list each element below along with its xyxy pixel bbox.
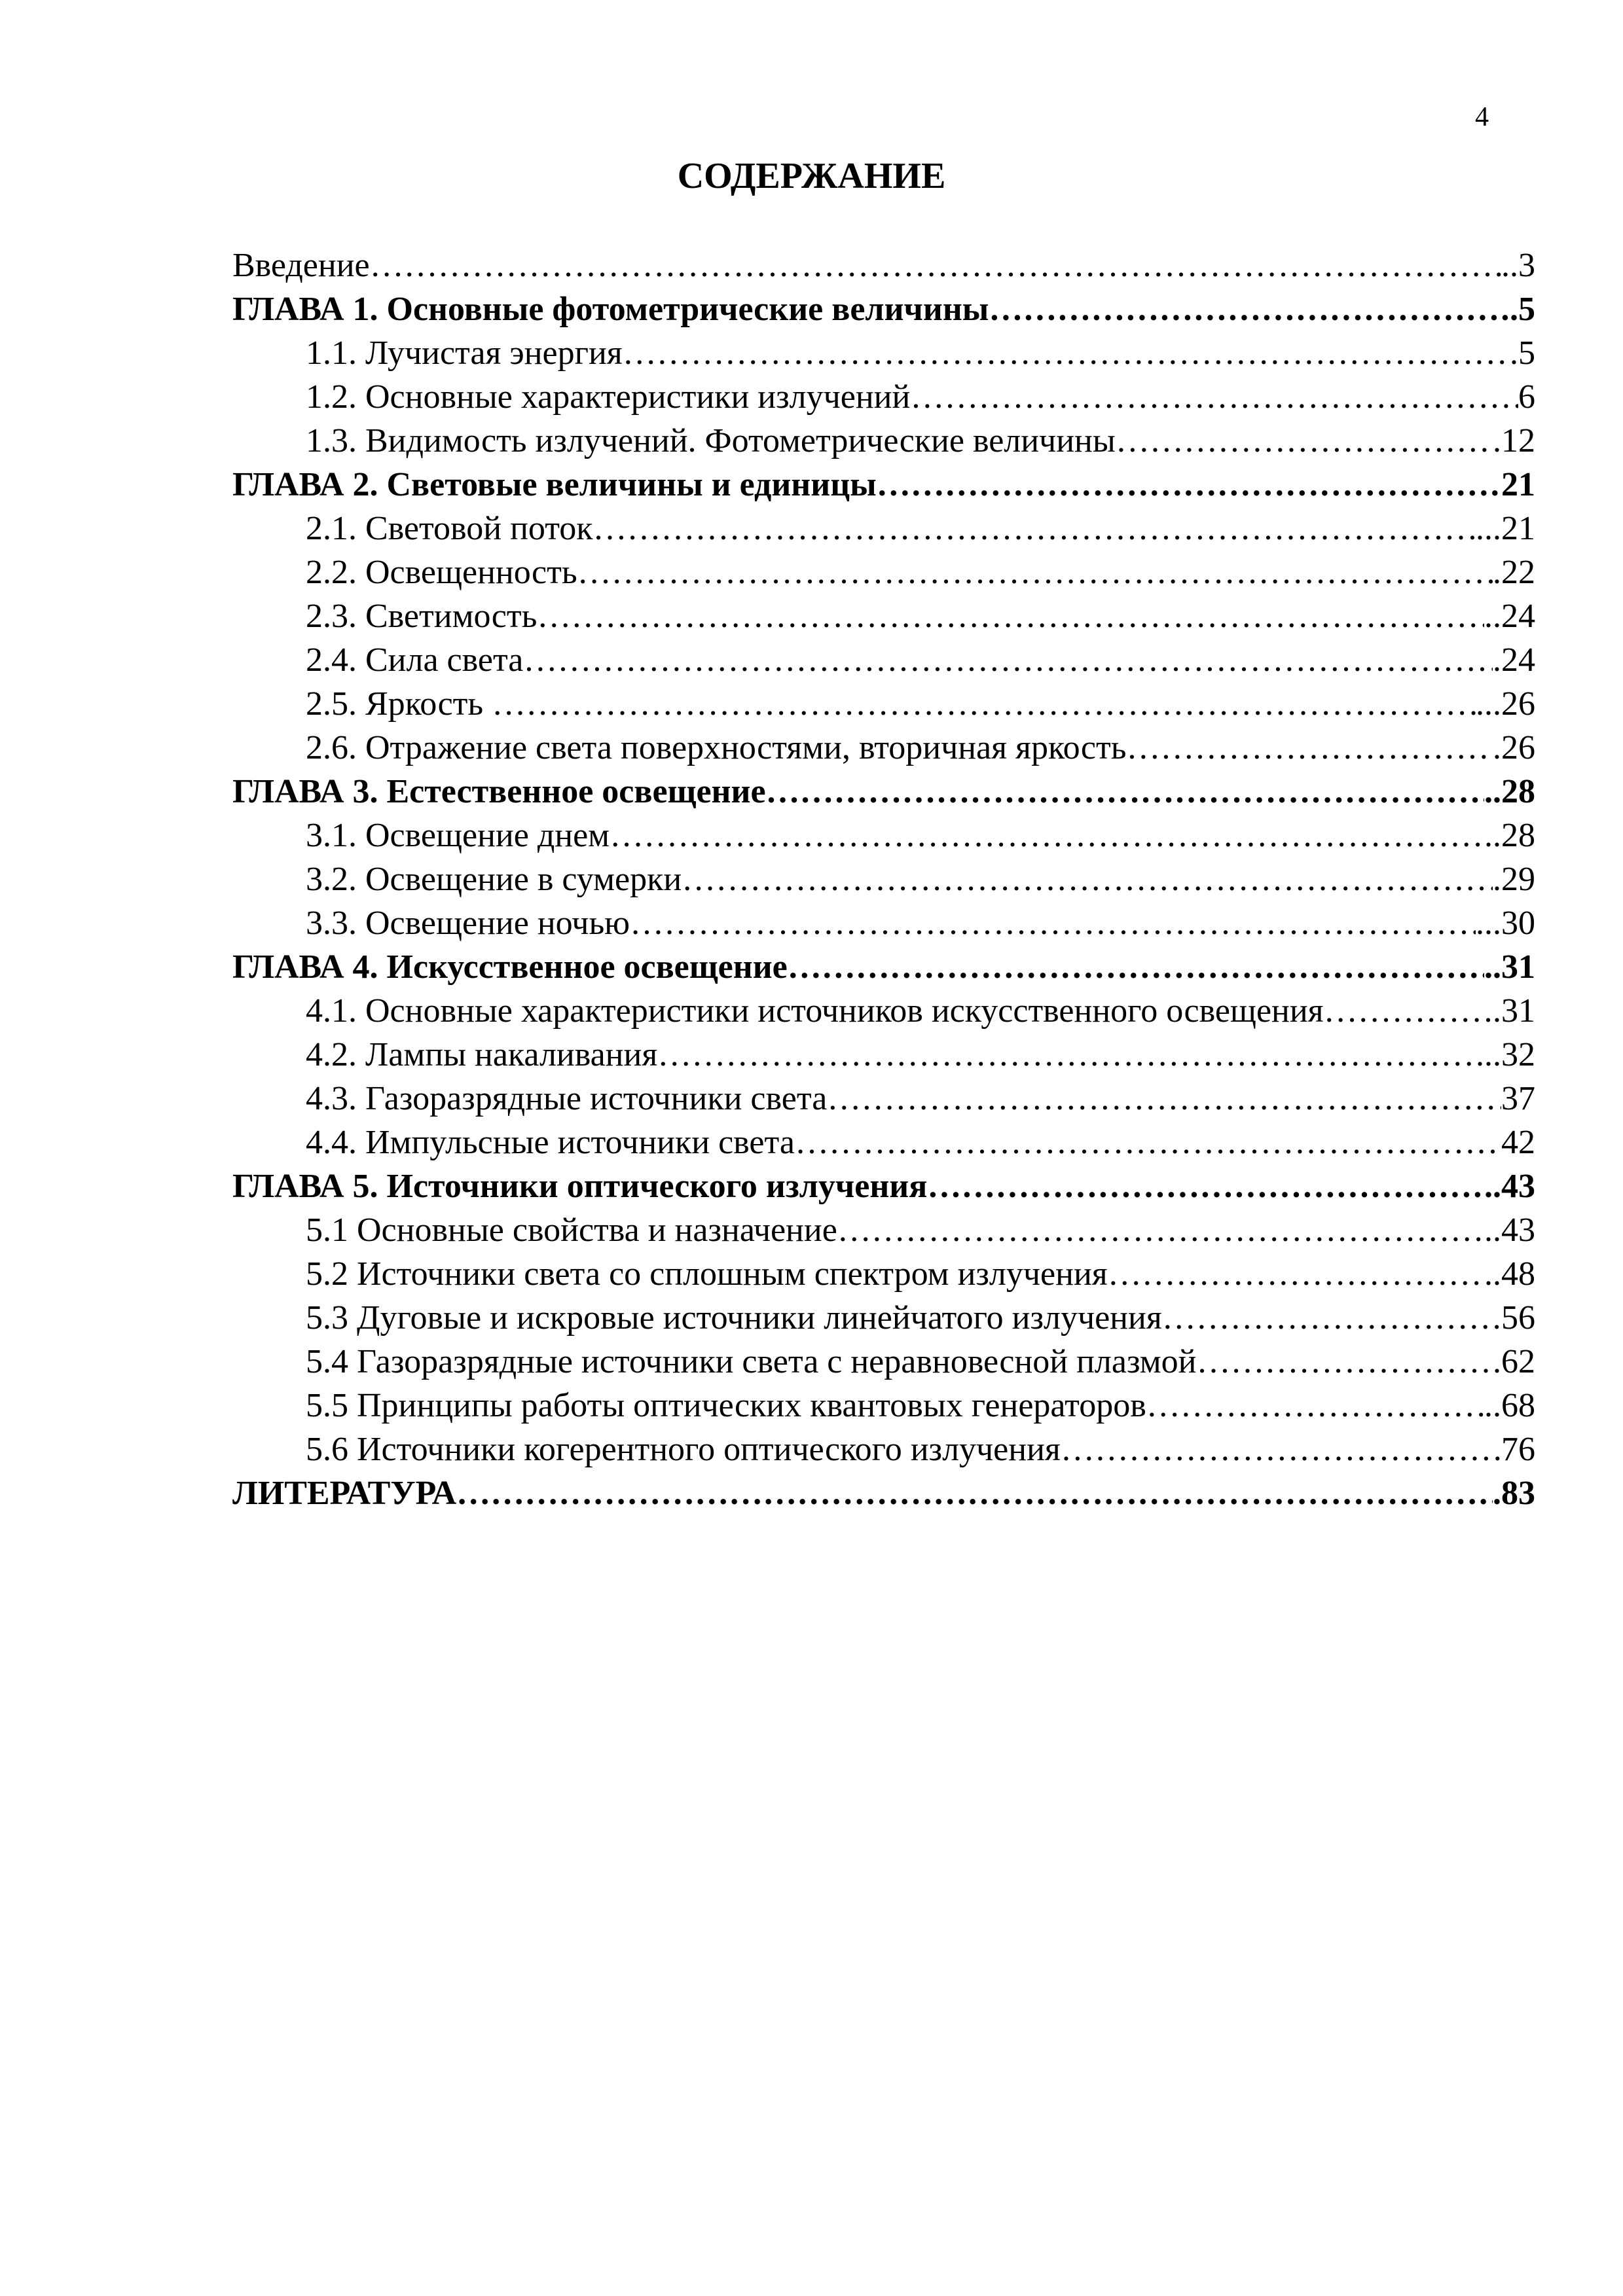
- toc-row[interactable]: [232, 1471, 1535, 1515]
- toc-leader-dots: [827, 1077, 1501, 1121]
- toc-row[interactable]: [232, 1164, 1535, 1208]
- toc-row[interactable]: [232, 594, 1535, 638]
- toc-page-number: .83: [1493, 1475, 1535, 1512]
- toc-label: ГЛАВА 5. Источники оптического излучения: [232, 1168, 928, 1205]
- toc-label: ГЛАВА 3. Естественное освещение: [232, 773, 766, 810]
- toc-leader-dots: [1324, 989, 1493, 1033]
- toc-row[interactable]: [232, 638, 1535, 682]
- toc-page-number: 42: [1501, 1124, 1535, 1161]
- page-title: СОДЕРЖАНИЕ: [677, 156, 946, 196]
- toc-row[interactable]: [232, 814, 1535, 857]
- toc-page-number: .22: [1493, 554, 1535, 591]
- toc-label: 2.4. Сила света: [306, 641, 524, 679]
- toc-label: ГЛАВА 1. Основные фотометрические величины: [232, 291, 989, 328]
- toc-leader-dots: [623, 331, 1510, 375]
- toc-row[interactable]: [232, 682, 1535, 726]
- toc-row[interactable]: [232, 770, 1535, 814]
- toc-row[interactable]: [232, 989, 1535, 1033]
- toc-page-number: ..3: [1501, 247, 1535, 284]
- toc-page-number: ..24: [1484, 598, 1535, 635]
- toc-row[interactable]: [232, 463, 1535, 507]
- toc-label: 3.2. Освещение в сумерки: [306, 861, 682, 898]
- toc-leader-dots: [877, 463, 1501, 507]
- toc-page-number: ...26: [1476, 685, 1535, 723]
- toc-leader-dots: [630, 901, 1476, 945]
- toc-leader-dots: [788, 945, 1484, 989]
- toc-row[interactable]: [232, 857, 1535, 901]
- toc-leader-dots: [492, 682, 1476, 726]
- toc-leader-dots: [927, 1164, 1484, 1208]
- toc-leader-dots: [610, 814, 1484, 857]
- toc-leader-dots: [1116, 419, 1493, 463]
- toc-row[interactable]: [232, 419, 1535, 463]
- toc-page-number: ..43: [1484, 1168, 1535, 1205]
- toc-leader-dots: [577, 550, 1493, 594]
- toc-row[interactable]: [232, 1427, 1535, 1471]
- toc-leader-dots: [370, 243, 1501, 287]
- toc-leader-dots: [537, 594, 1484, 638]
- toc-row[interactable]: [232, 1340, 1535, 1384]
- toc-leader-dots: [1108, 1252, 1484, 1296]
- toc-row[interactable]: [232, 1033, 1535, 1077]
- toc-label: 3.1. Освещение днем: [306, 817, 610, 854]
- toc-label: 5.1 Основные свойства и назначение: [306, 1211, 837, 1249]
- toc-row[interactable]: [232, 1384, 1535, 1427]
- toc-page-number: .62: [1493, 1343, 1535, 1380]
- toc-page-number: .5: [1510, 291, 1535, 328]
- toc-page-number: .29: [1493, 861, 1535, 898]
- toc-leader-dots: [1146, 1384, 1484, 1427]
- toc-page-number: ...21: [1476, 510, 1535, 547]
- toc-leader-dots: [523, 638, 1493, 682]
- toc-leader-dots: [837, 1208, 1484, 1252]
- toc-row[interactable]: [232, 375, 1535, 419]
- toc-label: 2.2. Освещенность: [306, 554, 577, 591]
- toc-row[interactable]: [232, 243, 1535, 287]
- toc-page-number: ...32: [1476, 1036, 1535, 1073]
- toc-label: 3.3. Освещение ночью: [306, 905, 630, 942]
- toc-label: 4.4. Импульсные источники света: [306, 1124, 795, 1161]
- toc-label: ГЛАВА 4. Искусственное освещение: [232, 948, 788, 986]
- toc-page-number: .12: [1493, 422, 1535, 459]
- toc-page-number: .24: [1493, 641, 1535, 679]
- toc-page-number: ..28: [1484, 817, 1535, 854]
- toc-leader-dots: [1196, 1340, 1493, 1384]
- toc-label: 1.2. Основные характеристики излучений: [306, 378, 911, 416]
- toc-page-number: ..48: [1484, 1255, 1535, 1293]
- toc-row[interactable]: [232, 1121, 1535, 1164]
- toc-label: 5.4 Газоразрядные источники света с неравновесной плазмой: [306, 1343, 1197, 1380]
- toc-label: 5.2 Источники света со сплошным спектром излучения: [306, 1255, 1108, 1293]
- toc-page-number: ..28: [1484, 773, 1535, 810]
- toc-label: ЛИТЕРАТУРА: [232, 1475, 457, 1512]
- toc-row[interactable]: [232, 1077, 1535, 1121]
- toc-row[interactable]: [232, 550, 1535, 594]
- toc-label: 5.3 Дуговые и искровые источники линейчатого излучения: [306, 1299, 1162, 1336]
- toc-label: 4.2. Лампы накаливания: [306, 1036, 658, 1073]
- toc-label: 1.1. Лучистая энергия: [306, 334, 623, 372]
- toc-label: 5.5 Принципы работы оптических квантовых генераторов: [306, 1387, 1146, 1424]
- toc-leader-dots: [1061, 1427, 1501, 1471]
- toc-row[interactable]: [232, 1296, 1535, 1340]
- toc-leader-dots: [1162, 1296, 1501, 1340]
- toc-page-number: 6: [1518, 378, 1535, 416]
- toc-page-number: .5: [1510, 334, 1535, 372]
- toc-row[interactable]: [232, 1208, 1535, 1252]
- toc-row[interactable]: [232, 726, 1535, 770]
- toc-page-number: 56: [1501, 1299, 1535, 1336]
- toc-row[interactable]: [232, 945, 1535, 989]
- toc-label: 2.5. Яркость: [306, 685, 492, 723]
- toc-label: 5.6 Источники когерентного оптического излучения: [306, 1431, 1061, 1468]
- toc-label: ГЛАВА 2. Световые величины и единицы: [232, 466, 877, 503]
- toc-leader-dots: [657, 1033, 1476, 1077]
- toc-page-number: ..68: [1484, 1387, 1535, 1424]
- table-of-contents: [232, 243, 1535, 1515]
- toc-label: 2.3. Светимость: [306, 598, 538, 635]
- toc-page-number: .31: [1493, 992, 1535, 1030]
- toc-label: 2.6. Отражение света поверхностями, вторичная яркость: [306, 729, 1127, 766]
- toc-row[interactable]: [232, 287, 1535, 331]
- toc-label: 1.3. Видимость излучений. Фотометрические величины: [306, 422, 1116, 459]
- toc-leader-dots: [795, 1121, 1501, 1164]
- toc-row[interactable]: [232, 1252, 1535, 1296]
- toc-label: 4.3. Газоразрядные источники света: [306, 1080, 828, 1117]
- toc-leader-dots: [989, 287, 1510, 331]
- toc-leader-dots: [910, 375, 1518, 419]
- toc-label: Введение: [232, 247, 370, 284]
- page-number: 4: [1475, 102, 1489, 132]
- toc-label: 4.1. Основные характеристики источников искусственного освещения: [306, 992, 1324, 1030]
- toc-leader-dots: [593, 507, 1476, 550]
- toc-leader-dots: [766, 770, 1484, 814]
- toc-row[interactable]: [232, 901, 1535, 945]
- toc-leader-dots: [456, 1471, 1493, 1515]
- toc-page-number: ..43: [1484, 1211, 1535, 1249]
- toc-page-number: 76: [1501, 1431, 1535, 1468]
- toc-label: 2.1. Световой поток: [306, 510, 593, 547]
- toc-page-number: 37: [1501, 1080, 1535, 1117]
- toc-leader-dots: [1126, 726, 1493, 770]
- toc-page-number: ...30: [1476, 905, 1535, 942]
- toc-page-number: 21: [1501, 466, 1535, 503]
- toc-row[interactable]: [232, 507, 1535, 550]
- toc-page-number: .26: [1493, 729, 1535, 766]
- toc-leader-dots: [682, 857, 1493, 901]
- toc-row[interactable]: [232, 331, 1535, 375]
- toc-page-number: ..31: [1484, 948, 1535, 986]
